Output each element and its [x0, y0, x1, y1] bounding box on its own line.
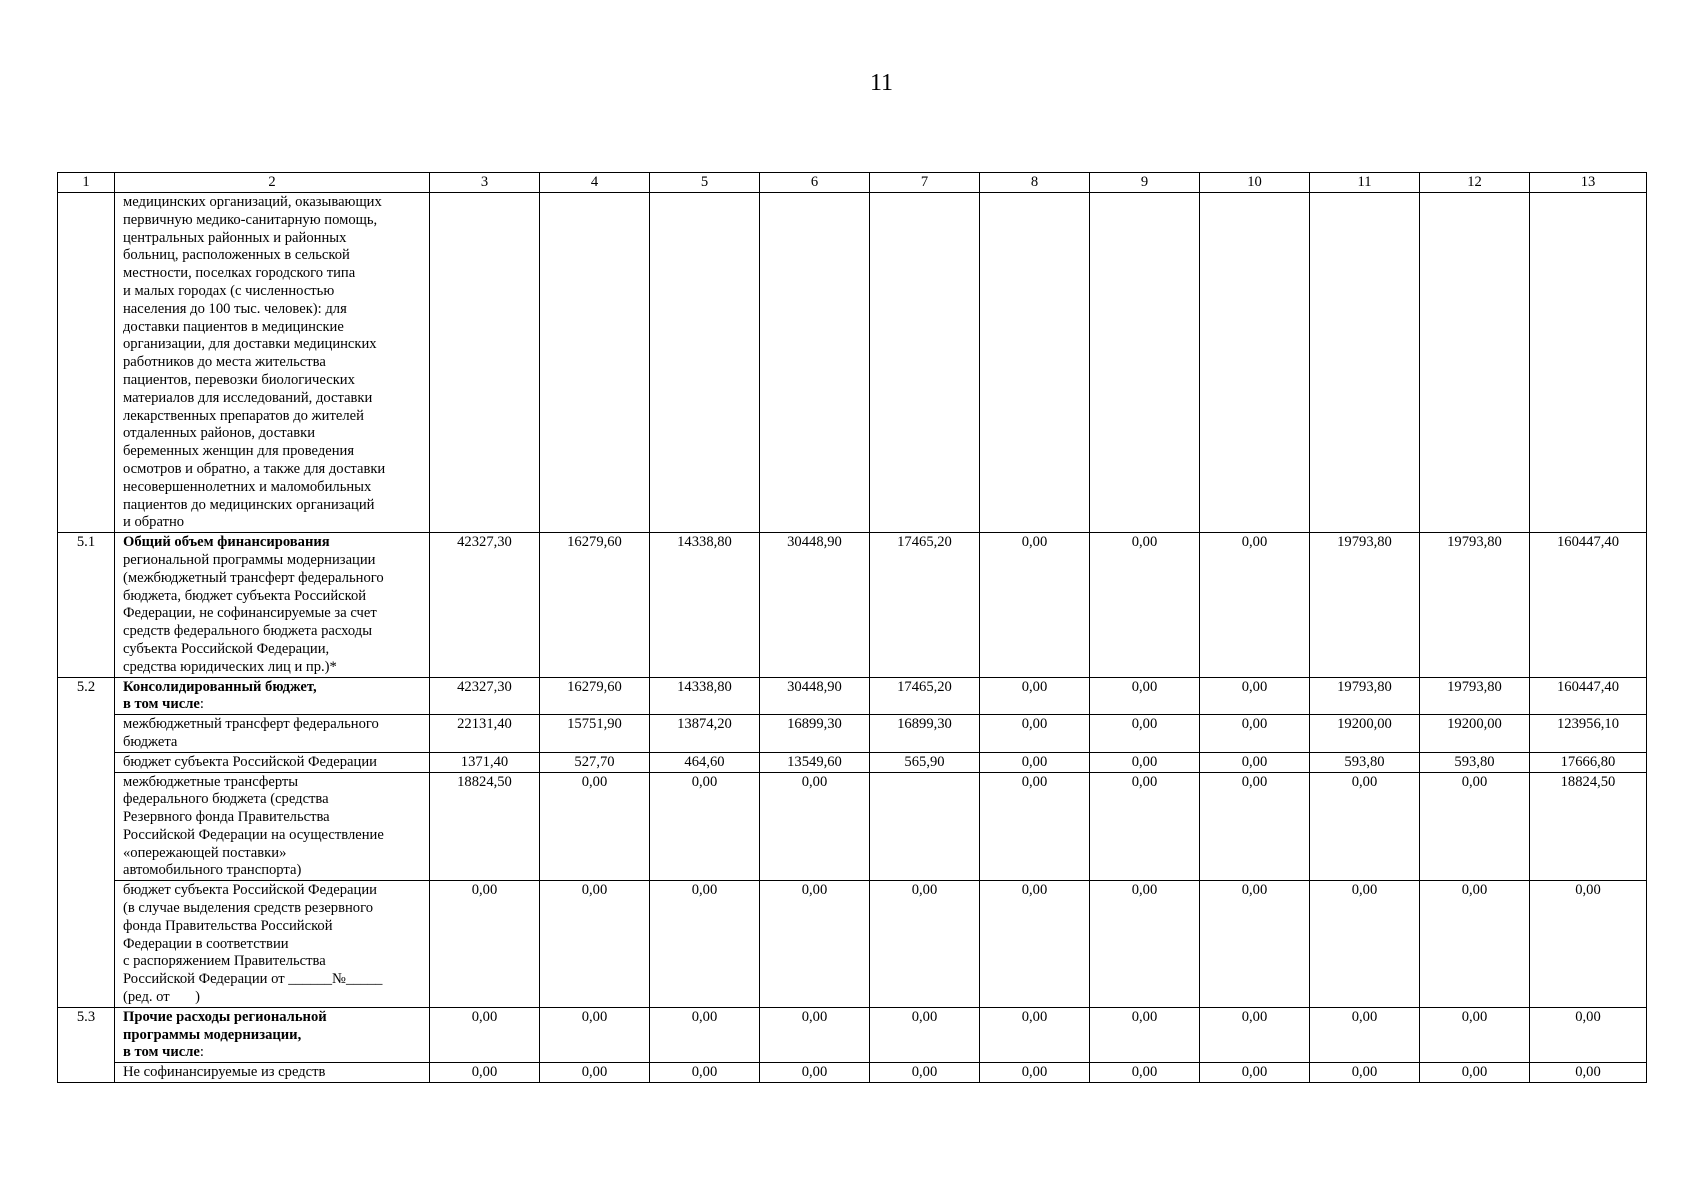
- value-cell: 0,00: [540, 881, 650, 1008]
- value-cell: [540, 193, 650, 533]
- table-row: [58, 715, 1647, 753]
- column-number: 10: [1200, 173, 1310, 193]
- table-row: [58, 1063, 1647, 1083]
- value-cell: 0,00: [980, 677, 1090, 715]
- value-cell: 0,00: [1200, 881, 1310, 1008]
- value-cell: 0,00: [430, 881, 540, 1008]
- desc-line: региональной программы модернизации: [123, 551, 376, 568]
- value-cell: 0,00: [870, 1063, 980, 1083]
- value-cell: 0,00: [980, 1007, 1090, 1062]
- value-cell: 13549,60: [760, 752, 870, 772]
- value-cell: 19793,80: [1310, 677, 1420, 715]
- value-cell: 0,00: [980, 1063, 1090, 1083]
- row-code: 5.2: [58, 677, 115, 1007]
- value-cell: 0,00: [1310, 1063, 1420, 1083]
- value-cell: 0,00: [430, 1063, 540, 1083]
- value-cell: 0,00: [1200, 1063, 1310, 1083]
- desc-line: Российской Федерации на осуществление: [123, 826, 384, 843]
- value-cell: [1420, 193, 1530, 533]
- desc-bold-text: Консолидированный бюджет,: [123, 678, 317, 695]
- value-cell: 16279,60: [540, 533, 650, 677]
- column-number: 3: [430, 173, 540, 193]
- value-cell: 13874,20: [650, 715, 760, 753]
- value-cell: [1530, 193, 1647, 533]
- value-cell: 18824,50: [430, 772, 540, 881]
- value-cell: 0,00: [1310, 1007, 1420, 1062]
- row-description: [115, 1063, 430, 1083]
- column-number: 2: [115, 173, 430, 193]
- value-cell: 0,00: [1420, 881, 1530, 1008]
- value-cell: 0,00: [650, 881, 760, 1008]
- desc-line: Федерации в соответствии: [123, 935, 289, 952]
- value-cell: 14338,80: [650, 533, 760, 677]
- value-cell: 0,00: [870, 1007, 980, 1062]
- desc-line: несовершеннолетних и маломобильных: [123, 478, 372, 495]
- desc-line: субъекта Российской Федерации,: [123, 640, 330, 657]
- column-number: 12: [1420, 173, 1530, 193]
- desc-line: осмотров и обратно, а также для доставки: [123, 460, 386, 477]
- value-cell: [870, 193, 980, 533]
- row-description: [115, 677, 430, 715]
- financing-table: [57, 172, 1647, 1083]
- column-number: 9: [1090, 173, 1200, 193]
- value-cell: [430, 193, 540, 533]
- value-cell: 42327,30: [430, 533, 540, 677]
- desc-line: организации, для доставки медицинских: [123, 336, 377, 353]
- value-cell: 464,60: [650, 752, 760, 772]
- table-row: [58, 881, 1647, 1008]
- table-row: [58, 772, 1647, 881]
- desc-line: Федерации, не софинансируемые за счет: [123, 605, 377, 622]
- value-cell: 0,00: [1200, 752, 1310, 772]
- desc-line: материалов для исследований, доставки: [123, 389, 373, 406]
- value-cell: 18824,50: [1530, 772, 1647, 881]
- value-cell: [1090, 193, 1200, 533]
- value-cell: 0,00: [1200, 533, 1310, 677]
- value-cell: 0,00: [1310, 881, 1420, 1008]
- table-row: [58, 752, 1647, 772]
- value-cell: 0,00: [1200, 677, 1310, 715]
- value-cell: 0,00: [1090, 881, 1200, 1008]
- column-number-row: [58, 173, 1647, 193]
- table-row: [58, 1007, 1647, 1062]
- desc-bold-text: Общий объем финансирования: [123, 534, 330, 551]
- desc-line: медицинских организаций, оказывающих: [123, 194, 382, 210]
- desc-bold-text: программы модернизации,: [123, 1026, 302, 1043]
- desc-line: [123, 1027, 421, 1045]
- value-cell: 123956,10: [1530, 715, 1647, 753]
- desc-line: «опережающей поставки»: [123, 844, 287, 861]
- value-cell: 0,00: [1310, 772, 1420, 881]
- value-cell: 0,00: [1200, 772, 1310, 881]
- column-number: 8: [980, 173, 1090, 193]
- value-cell: 527,70: [540, 752, 650, 772]
- desc-line: межбюджетные трансферты: [123, 773, 299, 790]
- row-description: [115, 533, 430, 677]
- column-number: 13: [1530, 173, 1647, 193]
- desc-line: с распоряжением Правительства: [123, 953, 326, 970]
- desc-bold-text: Прочие расходы региональной: [123, 1008, 327, 1025]
- value-cell: 0,00: [1090, 752, 1200, 772]
- desc-line: (в случае выделения средств резервного: [123, 900, 374, 917]
- value-cell: 30448,90: [760, 677, 870, 715]
- desc-line: [123, 696, 421, 714]
- value-cell: 19793,80: [1310, 533, 1420, 677]
- column-number: 1: [58, 173, 115, 193]
- value-cell: 0,00: [980, 881, 1090, 1008]
- desc-line: Российской Федерации от ______№_____: [123, 971, 383, 988]
- value-cell: 0,00: [1090, 715, 1200, 753]
- desc-line: (ред. от ): [123, 989, 201, 1006]
- value-cell: 17465,20: [870, 533, 980, 677]
- column-number: 11: [1310, 173, 1420, 193]
- column-number: 7: [870, 173, 980, 193]
- value-cell: 0,00: [1090, 533, 1200, 677]
- value-cell: [1200, 193, 1310, 533]
- desc-line: первичную медико-санитарную помощь,: [123, 211, 378, 228]
- desc-line: [123, 679, 421, 697]
- value-cell: 0,00: [760, 1007, 870, 1062]
- value-cell: 19793,80: [1420, 677, 1530, 715]
- desc-line: средств федерального бюджета расходы: [123, 623, 373, 640]
- row-code: 5.1: [58, 533, 115, 677]
- desc-line: пациентов, перевозки биологических: [123, 371, 355, 388]
- desc-line: [123, 534, 421, 552]
- value-cell: 0,00: [1090, 677, 1200, 715]
- value-cell: 16899,30: [760, 715, 870, 753]
- value-cell: 30448,90: [760, 533, 870, 677]
- desc-line: бюджета, бюджет субъекта Российской: [123, 587, 367, 604]
- desc-line: местности, поселках городского типа: [123, 265, 356, 282]
- row-code: 5.3: [58, 1007, 115, 1082]
- desc-line: межбюджетный трансферт федерального: [123, 716, 379, 733]
- table-row: [58, 677, 1647, 715]
- value-cell: 0,00: [1530, 1063, 1647, 1083]
- value-cell: 1371,40: [430, 752, 540, 772]
- value-cell: [980, 193, 1090, 533]
- value-cell: 19200,00: [1310, 715, 1420, 753]
- value-cell: 19793,80: [1420, 533, 1530, 677]
- value-cell: [1310, 193, 1420, 533]
- desc-line: доставки пациентов в медицинские: [123, 318, 344, 335]
- desc-line: [123, 1009, 421, 1027]
- value-cell: [870, 772, 980, 881]
- value-cell: 0,00: [1090, 1007, 1200, 1062]
- value-cell: 19200,00: [1420, 715, 1530, 753]
- desc-bold-text: в том числе: [123, 696, 200, 713]
- value-cell: 22131,40: [430, 715, 540, 753]
- value-cell: 0,00: [760, 772, 870, 881]
- value-cell: 0,00: [1090, 1063, 1200, 1083]
- value-cell: 0,00: [1420, 1007, 1530, 1062]
- value-cell: 16899,30: [870, 715, 980, 753]
- desc-line: населения до 100 тыс. человек): для: [123, 300, 347, 317]
- desc-suffix: :: [199, 696, 204, 713]
- value-cell: 565,90: [870, 752, 980, 772]
- desc-line: и малых городах (с численностью: [123, 282, 335, 299]
- desc-line: федерального бюджета (средства: [123, 791, 329, 808]
- page-number: 11: [869, 70, 894, 96]
- value-cell: 0,00: [1200, 1007, 1310, 1062]
- desc-line: Резервного фонда Правительства: [123, 809, 330, 826]
- value-cell: 0,00: [650, 1063, 760, 1083]
- desc-line: фонда Правительства Российской: [123, 917, 333, 934]
- row-description: [115, 193, 430, 533]
- column-number: 5: [650, 173, 760, 193]
- value-cell: 17666,80: [1530, 752, 1647, 772]
- value-cell: 0,00: [1200, 715, 1310, 753]
- value-cell: 593,80: [1420, 752, 1530, 772]
- desc-line: отдаленных районов, доставки: [123, 425, 316, 442]
- value-cell: 593,80: [1310, 752, 1420, 772]
- value-cell: 0,00: [980, 772, 1090, 881]
- row-description: [115, 715, 430, 753]
- desc-line: Не софинансируемые из средств: [123, 1064, 326, 1081]
- value-cell: 0,00: [650, 1007, 760, 1062]
- value-cell: 0,00: [540, 772, 650, 881]
- desc-line: пациентов до медицинских организаций: [123, 496, 375, 513]
- value-cell: 0,00: [1090, 772, 1200, 881]
- desc-line: беременных женщин для проведения: [123, 443, 355, 460]
- value-cell: 15751,90: [540, 715, 650, 753]
- value-cell: [650, 193, 760, 533]
- value-cell: 0,00: [650, 772, 760, 881]
- value-cell: 0,00: [1420, 772, 1530, 881]
- value-cell: 0,00: [540, 1063, 650, 1083]
- row-description: [115, 772, 430, 881]
- desc-line: [123, 1044, 421, 1062]
- row-description: [115, 1007, 430, 1062]
- desc-line: (межбюджетный трансферт федерального: [123, 569, 384, 586]
- value-cell: 0,00: [980, 752, 1090, 772]
- value-cell: [760, 193, 870, 533]
- value-cell: 160447,40: [1530, 533, 1647, 677]
- desc-line: средства юридических лиц и пр.)*: [123, 658, 337, 675]
- desc-line: бюджета: [123, 733, 178, 750]
- column-number: 4: [540, 173, 650, 193]
- value-cell: 0,00: [760, 1063, 870, 1083]
- value-cell: 16279,60: [540, 677, 650, 715]
- table-row: [58, 193, 1647, 533]
- value-cell: 160447,40: [1530, 677, 1647, 715]
- desc-line: бюджет субъекта Российской Федерации: [123, 753, 377, 770]
- row-description: [115, 752, 430, 772]
- value-cell: 0,00: [540, 1007, 650, 1062]
- desc-line: бюджет субъекта Российской Федерации: [123, 882, 377, 899]
- value-cell: 0,00: [980, 533, 1090, 677]
- value-cell: 17465,20: [870, 677, 980, 715]
- column-number: 6: [760, 173, 870, 193]
- desc-line: автомобильного транспорта): [123, 862, 302, 879]
- value-cell: 0,00: [1530, 1007, 1647, 1062]
- value-cell: 42327,30: [430, 677, 540, 715]
- value-cell: 0,00: [980, 715, 1090, 753]
- value-cell: 0,00: [1530, 881, 1647, 1008]
- desc-line: работников до места жительства: [123, 354, 326, 371]
- value-cell: 14338,80: [650, 677, 760, 715]
- value-cell: 0,00: [760, 881, 870, 1008]
- desc-line: больниц, расположенных в сельской: [123, 247, 350, 264]
- row-description: [115, 881, 430, 1008]
- desc-line: центральных районных и районных: [123, 229, 347, 246]
- table-row: [58, 533, 1647, 677]
- row-code: [58, 193, 115, 533]
- value-cell: 0,00: [430, 1007, 540, 1062]
- desc-bold-text: в том числе: [123, 1044, 200, 1061]
- desc-line: лекарственных препаратов до жителей: [123, 407, 364, 424]
- desc-line: и обратно: [123, 514, 185, 531]
- desc-suffix: :: [199, 1044, 204, 1061]
- value-cell: 0,00: [1420, 1063, 1530, 1083]
- value-cell: 0,00: [870, 881, 980, 1008]
